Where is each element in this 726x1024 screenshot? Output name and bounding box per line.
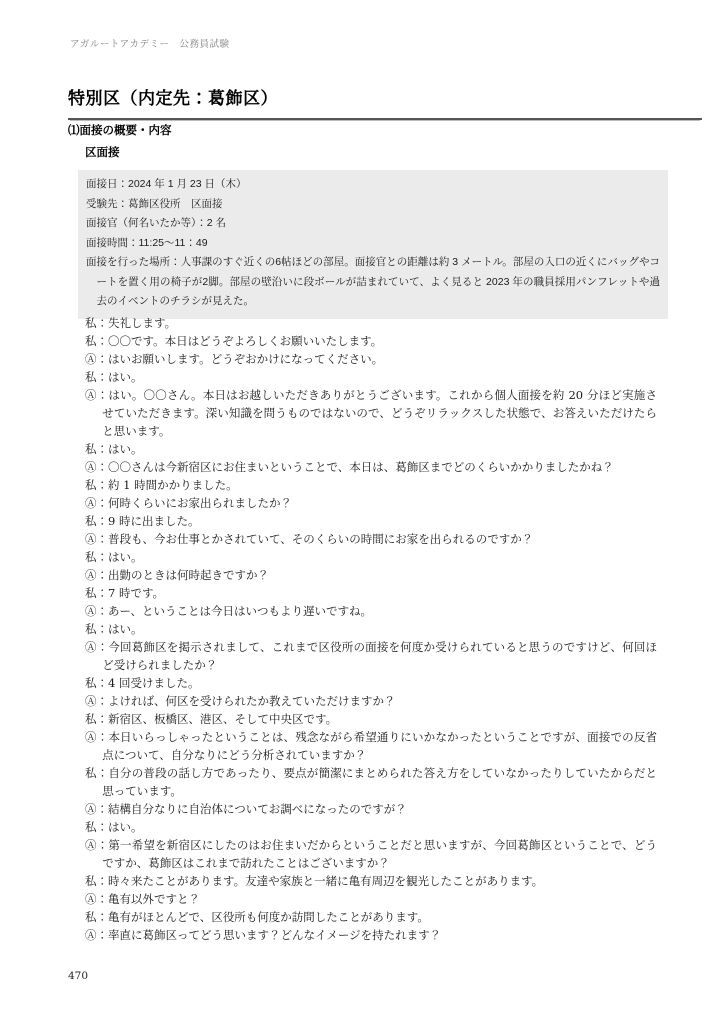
speaker-label: Ⓐ — [85, 730, 97, 744]
speaker-label: Ⓐ — [85, 928, 97, 942]
speaker-label: 私 — [85, 586, 97, 600]
subsection-heading: 区面接 — [85, 147, 120, 159]
dialogue-line: Ⓐ：はい。〇〇さん。本日はお越しいただきありがとうございます。これから個人面接を約 20 分ほど実施させていただきます。深い知識を問うものではないので、どうぞリラックスした状態で、お答えいただけたらと思います。 — [85, 388, 658, 438]
dialogue-line: Ⓐ：今回葛飾区を掲示されまして、これまで区役所の面接を何度か受けられていると思うのですけど、何回ほど受けられましたか？ — [85, 640, 658, 672]
dialogue-line: Ⓐ：あー、ということは今日はいつもより遅いですね。 — [85, 604, 373, 618]
page-number: 470 — [68, 970, 89, 982]
dialogue-line: 私：新宿区、板橋区、港区、そして中央区です。 — [85, 712, 338, 726]
dialogue-line: 私：時々来たことがあります。友達や家族と一緒に亀有周辺を観光したことがあります。 — [85, 874, 544, 888]
dialogue-line: 私：はい。 — [85, 442, 143, 456]
speaker-label: 私 — [85, 316, 97, 330]
speaker-label: Ⓐ — [85, 892, 97, 906]
interview-dialogue — [85, 314, 657, 944]
dialogue-line: Ⓐ：亀有以外ですと？ — [85, 892, 200, 906]
dialogue-line: 私：はい。 — [85, 370, 143, 384]
speaker-label: Ⓐ — [85, 496, 97, 510]
speaker-label: Ⓐ — [85, 460, 97, 474]
speaker-label: Ⓐ — [85, 838, 97, 852]
info-line: 面接を行った場所：人事課のすぐ近くの6帖ほどの部屋。面接官との距離は約 3 メートル。部屋の入口の近くにバッグやコートを置く用の椅子が2脚。部屋の壁沿いに段ボールが詰まれていて、よく見ると 2023 年の職員採用パンフレットや過去のイベントのチラシが見えた。 — [86, 256, 660, 307]
speaker-label: 私 — [85, 820, 97, 834]
speaker-label: 私 — [85, 910, 97, 924]
dialogue-line: 私：7 時です。 — [85, 586, 165, 600]
speaker-label: 私 — [85, 334, 97, 348]
info-line: 面接時間：11:25～11：49 — [86, 236, 208, 249]
dialogue-line: 私：はい。 — [85, 622, 143, 636]
dialogue-line: 私：失礼します。 — [85, 316, 177, 330]
dialogue-line: 私：亀有がほとんどで、区役所も何度か訪問したことがあります。 — [85, 910, 429, 924]
dialogue-line: 私：はい。 — [85, 550, 143, 564]
dialogue-line: 私：〇〇です。本日はどうぞよろしくお願いいたします。 — [85, 334, 383, 348]
speaker-label: Ⓐ — [85, 694, 97, 708]
info-line: 面接日：2024 年 1 月 23 日（木） — [86, 178, 247, 190]
speaker-label: Ⓐ — [85, 532, 97, 546]
speaker-label: 私 — [85, 550, 97, 564]
speaker-label: 私 — [85, 766, 97, 780]
speaker-label: 私 — [85, 442, 97, 456]
speaker-label: 私 — [85, 478, 97, 492]
dialogue-line: Ⓐ：出勤のときは何時起きですか？ — [85, 568, 269, 582]
speaker-label: 私 — [85, 874, 97, 888]
interview-info-box — [78, 170, 668, 319]
speaker-label: 私 — [85, 514, 97, 528]
speaker-label: 私 — [85, 622, 97, 636]
dialogue-line: Ⓐ：率直に葛飾区ってどう思います？どんなイメージを持たれます？ — [85, 928, 442, 942]
dialogue-line: 私：9 時に出ました。 — [85, 514, 200, 528]
dialogue-line: 私：はい。 — [85, 820, 143, 834]
dialogue-line: 私：約 1 時間かかりました。 — [85, 478, 238, 492]
speaker-label: Ⓐ — [85, 640, 97, 654]
info-line: 面接官（何名いたか等）：2 名 — [86, 217, 227, 229]
running-header: アガルートアカデミー 公務員試験 — [70, 39, 230, 50]
dialogue-line: 私：4 回受けました。 — [85, 676, 200, 690]
dialogue-line: Ⓐ：何時くらいにお家出られましたか？ — [85, 496, 292, 510]
info-line: 受験先：葛飾区役所 区面接 — [86, 197, 223, 210]
dialogue-line: Ⓐ：はいお願いします。どうぞおかけになってください。 — [85, 352, 384, 366]
dialogue-line: Ⓐ：普段も、今お仕事とかされていて、そのくらいの時間にお家を出られるのですか？ — [85, 532, 534, 546]
dialogue-line: Ⓐ：結構自分なりに自治体についてお調べになったのですが？ — [85, 802, 407, 816]
speaker-label: Ⓐ — [85, 802, 97, 816]
dialogue-line: Ⓐ：よければ、何区を受けられたか教えていただけますか？ — [85, 694, 396, 708]
dialogue-line: 私：自分の普段の話し方であったり、要点が簡潔にまとめられた答え方をしていなかったりしていたからだと思っています。 — [85, 766, 657, 798]
dialogue-line: Ⓐ：本日いらっしゃったということは、残念ながら希望通りにいかなかったということですが、面接での反省点について、自分なりにどう分析されていますか？ — [85, 730, 658, 762]
speaker-label: 私 — [85, 370, 97, 384]
dialogue-line: Ⓐ：〇〇さんは今新宿区にお住まいということで、本日は、葛飾区までどのくらいかかりましたかね？ — [85, 460, 614, 474]
speaker-label: Ⓐ — [85, 568, 97, 582]
dialogue-line: Ⓐ：第一希望を新宿区にしたのはお住まいだからということだと思いますが、今回葛飾区ということで、どうですか、葛飾区はこれまで訪れたことはございますか？ — [85, 838, 658, 870]
speaker-label: 私 — [85, 712, 97, 726]
section-heading: ⑴面接の概要・内容 — [68, 125, 172, 137]
speaker-label: Ⓐ — [85, 352, 97, 366]
speaker-label: Ⓐ — [85, 604, 97, 618]
page-title: 特別区（内定先：葛飾区） — [68, 84, 702, 120]
speaker-label: Ⓐ — [85, 388, 97, 402]
speaker-label: 私 — [85, 676, 97, 690]
